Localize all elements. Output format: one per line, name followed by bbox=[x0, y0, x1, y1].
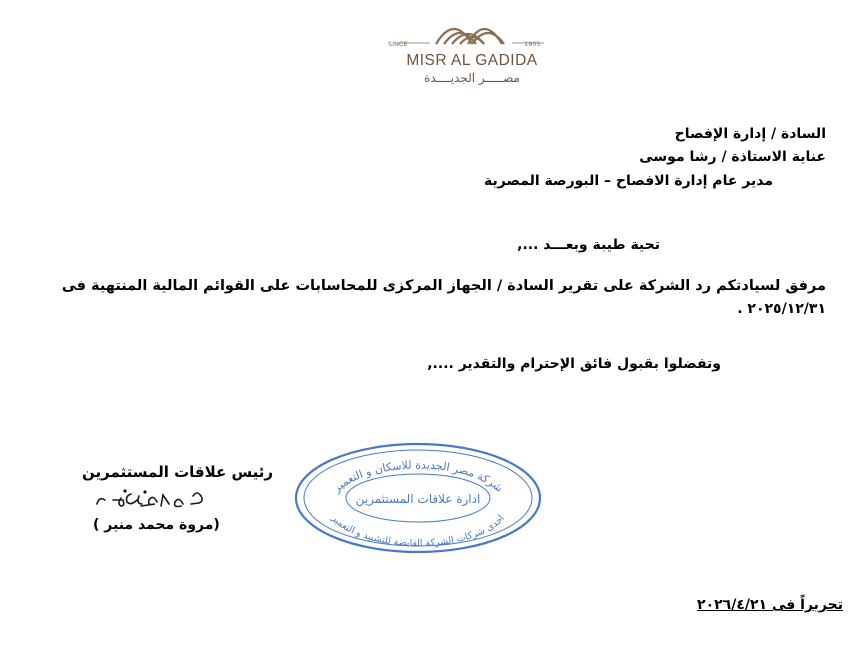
stamp-seal-icon bbox=[292, 440, 544, 556]
greeting: تحية طيبة وبعـــد ..., bbox=[517, 237, 660, 253]
addressee-line-3: مدير عام إدارة الافصاح – البورصة المصرية bbox=[483, 173, 773, 189]
company-logo bbox=[384, 12, 560, 86]
stamp-outer-text: شركة مصر الجديدة للاسكان و التعمير bbox=[330, 458, 506, 495]
logo-name-en: MISR AL GADIDA bbox=[406, 52, 538, 69]
logo-name-ar: مصـــــر الجديــــدة bbox=[424, 71, 520, 85]
handwritten-signature-icon bbox=[85, 482, 245, 516]
handwritten-signature bbox=[85, 482, 245, 516]
logo-since: SINCE bbox=[388, 40, 408, 48]
stamp-middle-text: ادارة علاقات المستثمرين bbox=[355, 492, 481, 506]
misr-al-gadida-logo-icon bbox=[384, 12, 560, 86]
closing-line: وتفضلوا بقبول فائق الإحترام والتقدير ...., bbox=[427, 356, 721, 372]
handwritten-text: مروة منير bbox=[85, 482, 90, 483]
body-line-1: مرفق لسيادتكم رد الشركة على تقرير السادة / الجهاز المركزى للمحاسابات على القوائم المالية المنتهية فى bbox=[61, 278, 826, 294]
issue-date: تحريراً فى ٢٠٢٦/٤/٢١ bbox=[697, 597, 843, 613]
logo-year: 1905 bbox=[524, 40, 541, 48]
body-line-2: ٢٠٢٥/١٢/٣١ . bbox=[737, 301, 826, 317]
company-stamp bbox=[292, 440, 544, 556]
addressee-line-2: عناية الاستاذة / رشا موسى bbox=[639, 149, 826, 165]
signatory-name: (مروة محمد منير ) bbox=[93, 517, 220, 533]
signature-title: رئيس علاقات المستثمرين bbox=[82, 463, 274, 481]
addressee-line-1: السادة / إدارة الإفصاح bbox=[674, 126, 826, 142]
stamp-inner-text: احدى شركات الشركة القابضة للتشييد و التعمير bbox=[329, 512, 507, 550]
svg-text:شركة مصر الجديدة للاسكان و الت bbox=[330, 458, 506, 495]
